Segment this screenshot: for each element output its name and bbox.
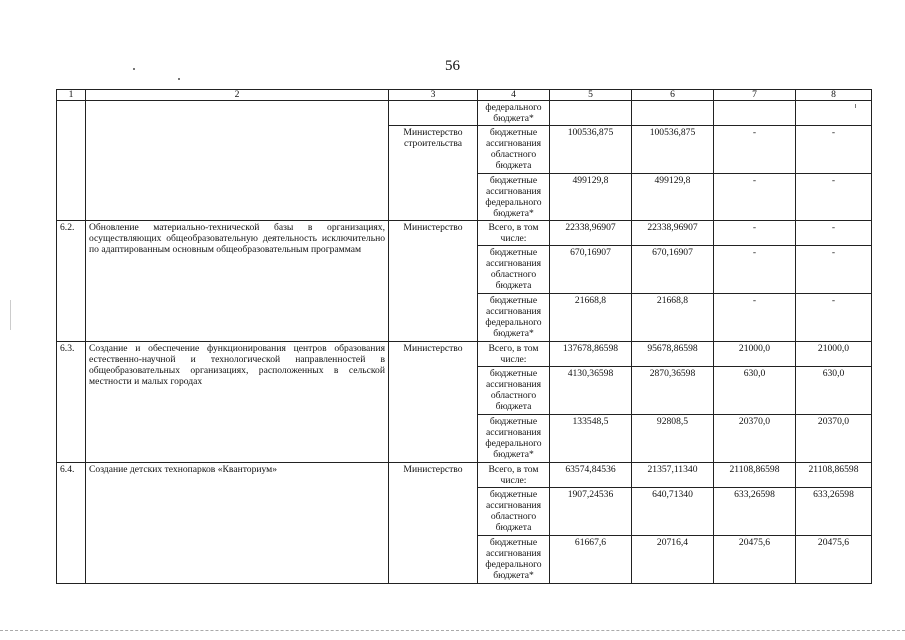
table-row (57, 463, 872, 488)
funding-source: бюджетные ассигнования федерального бюджета* (478, 536, 550, 584)
value-col-7 (714, 101, 796, 126)
funding-source: Всего, в том числе: (478, 342, 550, 367)
value-col-5: 63574,84536 (550, 463, 632, 488)
header-col-6: 6 (632, 90, 714, 101)
value-col-7: 630,0 (714, 367, 796, 415)
header-col-8: 8 (796, 90, 872, 101)
item-number: 6.3. (57, 342, 86, 463)
header-col-3: 3 (389, 90, 478, 101)
funding-source: федерального бюджета* (478, 101, 550, 126)
value-col-5 (550, 101, 632, 126)
funding-source: бюджетные ассигнования областного бюджета (478, 126, 550, 174)
value-col-6: 21357,11340 (632, 463, 714, 488)
funding-source: Всего, в том числе: (478, 221, 550, 246)
value-col-5: 100536,875 (550, 126, 632, 174)
value-col-5: 61667,6 (550, 536, 632, 584)
budget-table (56, 89, 872, 584)
funding-source: бюджетные ассигнования областного бюджета (478, 488, 550, 536)
value-col-8: - (796, 246, 872, 294)
value-col-5: 670,16907 (550, 246, 632, 294)
page-number: 56 (445, 58, 460, 74)
value-col-6: 100536,875 (632, 126, 714, 174)
value-col-8: 630,0 (796, 367, 872, 415)
value-col-6: 499129,8 (632, 174, 714, 221)
value-col-7: - (714, 221, 796, 246)
value-col-8: 20370,0 (796, 415, 872, 463)
item-description: Обновление материально-технической базы в организациях, осуществляющих общеобразовательную деятельность исключительно по адаптированным основным общеобразовательным программам (86, 221, 389, 342)
item-number: 6.4. (57, 463, 86, 584)
value-col-5: 22338,96907 (550, 221, 632, 246)
value-col-6: 20716,4 (632, 536, 714, 584)
value-col-7: - (714, 126, 796, 174)
value-col-7: 21108,86598 (714, 463, 796, 488)
funding-source: бюджетные ассигнования федерального бюджета* (478, 174, 550, 221)
item-number: 6.2. (57, 221, 86, 342)
executor-cell: Министерство (389, 463, 478, 584)
value-col-6: 21668,8 (632, 294, 714, 342)
scan-speck (178, 78, 180, 80)
header-row (57, 90, 872, 101)
header-col-7: 7 (714, 90, 796, 101)
value-col-5: 4130,36598 (550, 367, 632, 415)
value-col-8: - (796, 294, 872, 342)
value-col-6 (632, 101, 714, 126)
item-description (86, 101, 389, 221)
value-col-5: 499129,8 (550, 174, 632, 221)
funding-source: Всего, в том числе: (478, 463, 550, 488)
funding-source: бюджетные ассигнования федерального бюджета* (478, 415, 550, 463)
scan-speck (133, 68, 135, 70)
executor-cell: Министерство (389, 221, 478, 342)
value-col-5: 21668,8 (550, 294, 632, 342)
header-col-2: 2 (86, 90, 389, 101)
value-col-5: 137678,86598 (550, 342, 632, 367)
value-col-6: 2870,36598 (632, 367, 714, 415)
scan-speck (10, 300, 11, 330)
funding-source: бюджетные ассигнования областного бюджета (478, 367, 550, 415)
value-col-7: 20475,6 (714, 536, 796, 584)
scan-edge-line (0, 630, 905, 632)
value-col-6: 640,71340 (632, 488, 714, 536)
value-col-8: 20475,6 (796, 536, 872, 584)
executor-cell (389, 101, 478, 126)
value-col-7: 20370,0 (714, 415, 796, 463)
value-col-8: - (796, 174, 872, 221)
value-col-7: - (714, 246, 796, 294)
executor-cell: Министерство строительства (389, 126, 478, 221)
table-row (57, 221, 872, 246)
funding-source: бюджетные ассигнования областного бюджета (478, 246, 550, 294)
value-col-7: - (714, 294, 796, 342)
value-col-6: 95678,86598 (632, 342, 714, 367)
header-col-1: 1 (57, 90, 86, 101)
value-col-8: 21000,0 (796, 342, 872, 367)
value-col-7: 21000,0 (714, 342, 796, 367)
value-col-8: 21108,86598 (796, 463, 872, 488)
scan-speck (855, 104, 856, 108)
value-col-6: 22338,96907 (632, 221, 714, 246)
header-col-5: 5 (550, 90, 632, 101)
value-col-5: 1907,24536 (550, 488, 632, 536)
value-col-6: 670,16907 (632, 246, 714, 294)
value-col-8: - (796, 126, 872, 174)
item-number (57, 101, 86, 221)
value-col-7: 633,26598 (714, 488, 796, 536)
value-col-7: - (714, 174, 796, 221)
value-col-8: - (796, 221, 872, 246)
table-row (57, 342, 872, 367)
value-col-8: 633,26598 (796, 488, 872, 536)
item-description: Создание и обеспечение функционирования центров образования естественно-научной и технологической направленностей в общеобразовательных организациях, расположенных в сельской местности и малых городах (86, 342, 389, 463)
header-col-4: 4 (478, 90, 550, 101)
executor-cell: Министерство (389, 342, 478, 463)
value-col-8 (796, 101, 872, 126)
value-col-6: 92808,5 (632, 415, 714, 463)
table-row (57, 101, 872, 126)
item-description: Создание детских технопарков «Кванториум» (86, 463, 389, 584)
funding-source: бюджетные ассигнования федерального бюджета* (478, 294, 550, 342)
value-col-5: 133548,5 (550, 415, 632, 463)
